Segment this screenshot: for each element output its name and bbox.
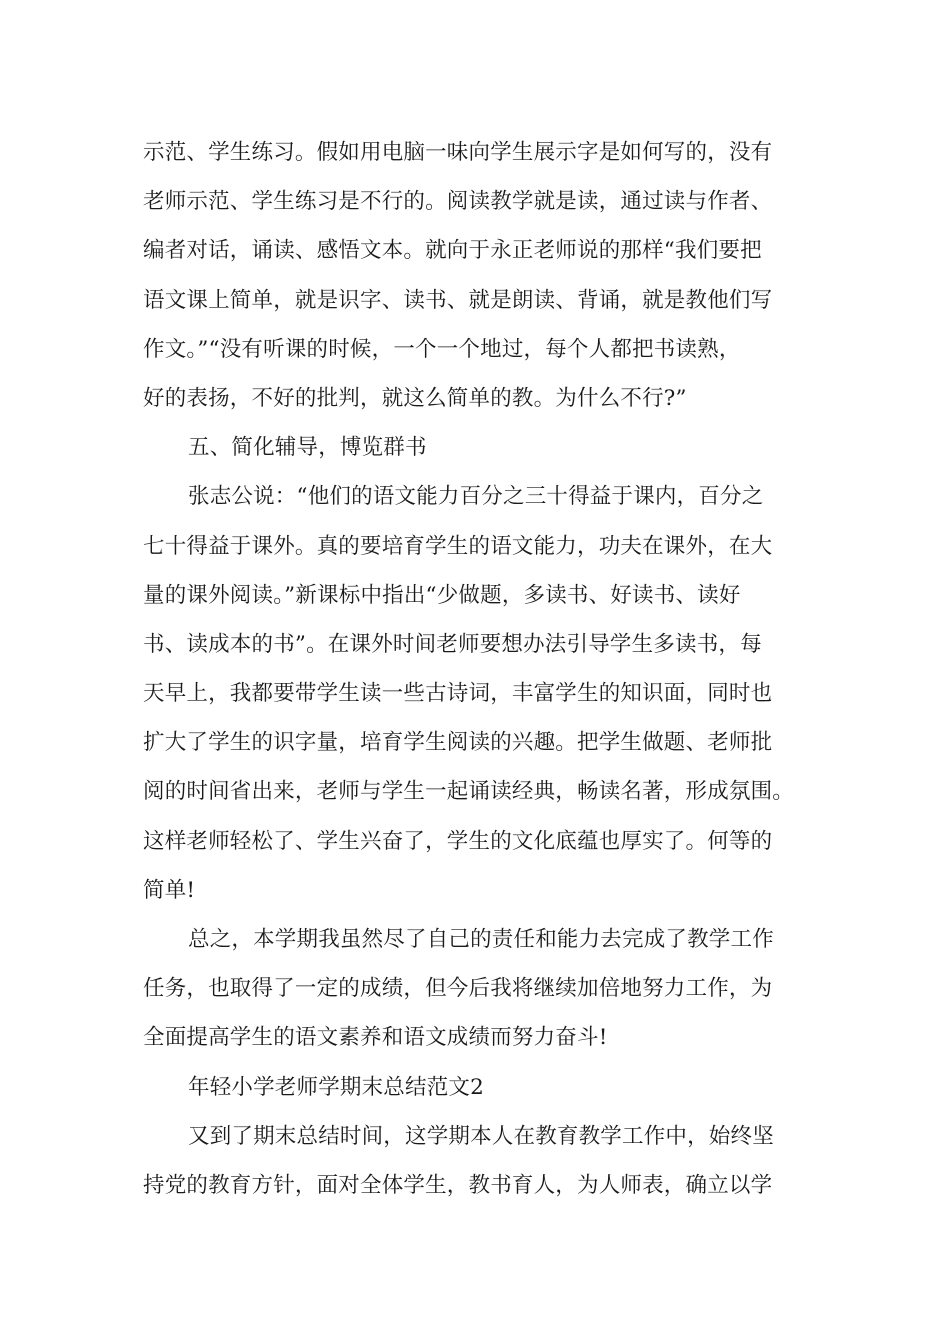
body-line-13: 扩大了学生的识字量，培育学生阅读的兴趣。把学生做题、老师批 — [143, 730, 773, 756]
body-line-19: 全面提高学生的语文素养和语文成绩而努力奋斗! — [143, 1025, 608, 1051]
article-title-2: 年轻小学老师学期末总结范文2 — [188, 1074, 484, 1100]
body-line-17: 总之，本学期我虽然尽了自己的责任和能力去完成了教学工作 — [188, 927, 774, 952]
document-body — [143, 128, 823, 1210]
body-line-3: 编者对话，诵读、感悟文本。就向于永正老师说的那样“我们要把 — [143, 238, 762, 264]
body-line-8: 张志公说：“他们的语文能力百分之三十得益于课内，百分之 — [188, 484, 764, 510]
body-line-22: 持党的教育方针，面对全体学生，教书育人，为人师表，确立以学 — [143, 1172, 773, 1198]
section-heading-5: 五、简化辅导，博览群书 — [188, 435, 427, 461]
body-line-1: 示范、学生练习。假如用电脑一味向学生展示字是如何写的，没有 — [143, 140, 773, 165]
body-line-21: 又到了期末总结时间，这学期本人在教育教学工作中，始终坚 — [188, 1123, 774, 1149]
body-line-12: 天早上，我都要带学生读一些古诗词，丰富学生的知识面，同时也 — [143, 681, 773, 707]
body-line-10: 量的课外阅读。”新课标中指出“少做题，多读书、好读书、读好 — [143, 582, 741, 608]
body-line-11: 书、读成本的书”。在课外时间老师要想办法引导学生多读书，每 — [143, 631, 762, 657]
body-line-18: 任务，也取得了一定的成绩，但今后我将继续加倍地努力工作，为 — [143, 976, 773, 1002]
body-line-15: 这样老师轻松了、学生兴奋了，学生的文化底蕴也厚实了。何等的 — [143, 828, 773, 854]
body-line-2: 老师示范、学生练习是不行的。阅读教学就是读，通过读与作者、 — [143, 189, 773, 215]
body-line-6: 好的表扬，不好的批判，就这么简单的教。为什么不行?” — [143, 385, 687, 411]
body-line-4: 语文课上简单，就是识字、读书、就是朗读、背诵，就是教他们写 — [143, 287, 773, 313]
body-line-9: 七十得益于课外。真的要培育学生的语文能力，功夫在课外，在大 — [143, 533, 773, 559]
body-line-16: 简单! — [143, 877, 196, 903]
body-line-14: 阅的时间省出来，老师与学生一起诵读经典，畅读名著，形成氛围。 — [143, 779, 795, 805]
body-line-5: 作文。”“没有听课的时候，一个一个地过，每个人都把书读熟， — [143, 336, 741, 362]
